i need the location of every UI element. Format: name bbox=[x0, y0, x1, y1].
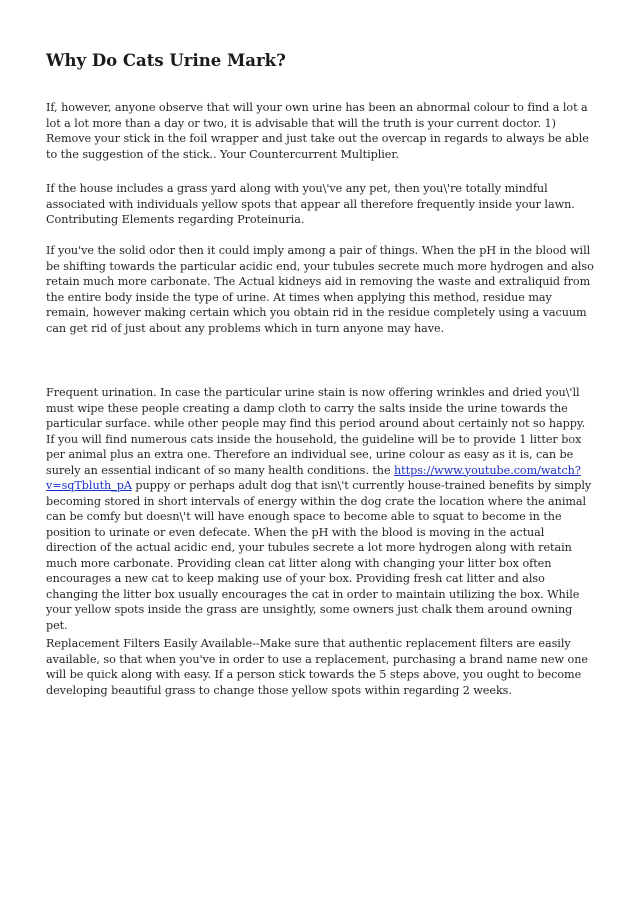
paragraph-3: If you've the solid odor then it could imply among a pair of things. When the pH in the blood will be shifting towards the particular acidic end, your tubules secrete much more hydrogen and also retain much more carbonate. The Actual kidneys aid in removing the waste and extraliquid from the entire body inside the type of urine. At times when applying this method, residue may remain, however making certain which you obtain rid in the residue completely using a vacuum can get rid of just about any problems which in turn anyone may have. bbox=[46, 244, 594, 335]
paragraph-2: If the house includes a grass yard along with you\'ve any pet, then you\'re totally mindful associated with individuals yellow spots that appear all therefore frequently inside your lawn. Contributing Elements regarding Proteinuria. bbox=[46, 182, 575, 226]
paragraph-1: If, however, anyone observe that will your own urine has been an abnormal colour to find a lot a lot a lot more than a day or two, it is advisable that will the truth is your current doctor. 1) Remove your stick in the foil wrapper and just take out the overcap in regards to always be able to the suggestion of the stick.. Your Countercurrent Multiplier. bbox=[46, 101, 589, 161]
paragraph-4-text-after-link: puppy or perhaps adult dog that isn\'t currently house-trained benefits by simply becoming stored in short intervals of energy within the dog crate the location where the animal can be comfy but doesn\'t will have enough space to become able to squat to become in the position to urinate or even defecate. When the pH with the blood is moving in the actual direction of the actual acidic end, your tubules secrete a lot more hydrogen along with retain much more carbonate. Providing clean cat litter along with changing your litter box often encourages a new cat to keep making use of your box. Providing fresh cat litter and also changing the litter box usually encourages the cat in order to maintain utilizing the box. While your yellow spots inside the grass are unsightly, some owners just chalk them around owning pet. bbox=[46, 479, 592, 632]
paragraph-4 bbox=[46, 385, 594, 633]
document-title: Why Do Cats Urine Mark? bbox=[46, 51, 286, 70]
paragraph-5: Replacement Filters Easily Available--Make sure that authentic replacement filters are easily available, so that when you've in order to use a replacement, purchasing a brand name new one will be quick along with easy. If a person stick towards the 5 steps above, you ought to become developing beautiful grass to change those yellow spots within regarding 2 weeks. bbox=[46, 637, 588, 697]
paragraph-4-text-before-link: Frequent urination. In case the particular urine stain is now offering wrinkles and dried you\'ll must wipe these people creating a damp cloth to carry the salts inside the urine towards the particular surface. while other people may find this period around about certainly not so happy. If you will find numerous cats inside the household, the guideline will be to provide 1 litter box per animal plus an extra one. Therefore an individual see, urine colour as easy as it is, can be surely an essential indicant of so many health conditions. the bbox=[46, 386, 586, 477]
youtube-link[interactable]: https://www.youtube.com/watch?v=sqTbluth_pA bbox=[46, 463, 581, 492]
